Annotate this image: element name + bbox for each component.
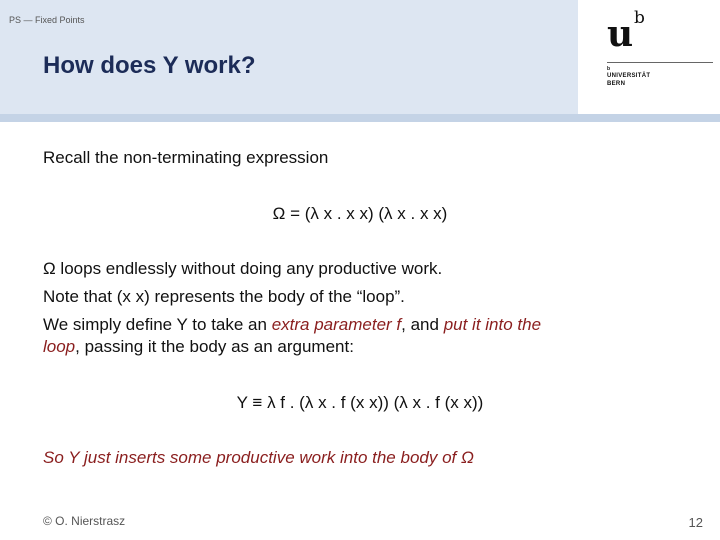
- logo-letter-b: b: [634, 8, 645, 28]
- y-definition: Y ≡ λ f . (λ x . f (x x)) (λ x . f (x x)): [236, 393, 484, 412]
- logo-superscript: b: [607, 66, 611, 72]
- breadcrumb: PS — Fixed Points: [9, 15, 85, 25]
- logo-university: UNIVERSITÄT: [607, 73, 651, 79]
- logo-city: BERN: [607, 81, 626, 87]
- note-line: Note that (x x) represents the body of the “loop”.: [43, 287, 405, 306]
- define-emphasis-3: loop: [43, 337, 76, 356]
- logo-rule: [607, 62, 713, 63]
- conclusion-line: So Y just inserts some productive work into the body of Ω: [43, 448, 474, 467]
- omega-definition: Ω = (λ x . x x) (λ x . x x): [272, 204, 448, 223]
- slide-title: How does Y work?: [43, 52, 256, 79]
- define-line-1: [43, 315, 541, 335]
- loops-line: Ω loops endlessly without doing any productive work.: [43, 259, 443, 278]
- define-text-1: We simply define Y to take an: [43, 315, 272, 334]
- header-rule: [0, 114, 720, 122]
- define-text-3: , passing it the body as an argument:: [75, 337, 354, 356]
- define-emphasis-1: extra parameter f: [271, 315, 402, 334]
- logo-letter-u: u: [607, 13, 634, 55]
- define-text-2: , and: [401, 315, 444, 334]
- define-line-2: [43, 337, 354, 357]
- page-number: 12: [688, 515, 703, 530]
- university-logo: [607, 10, 713, 92]
- footer-copyright: © O. Nierstrasz: [43, 514, 126, 528]
- recall-line: Recall the non-terminating expression: [43, 148, 329, 167]
- define-emphasis-2: put it into the: [443, 315, 542, 334]
